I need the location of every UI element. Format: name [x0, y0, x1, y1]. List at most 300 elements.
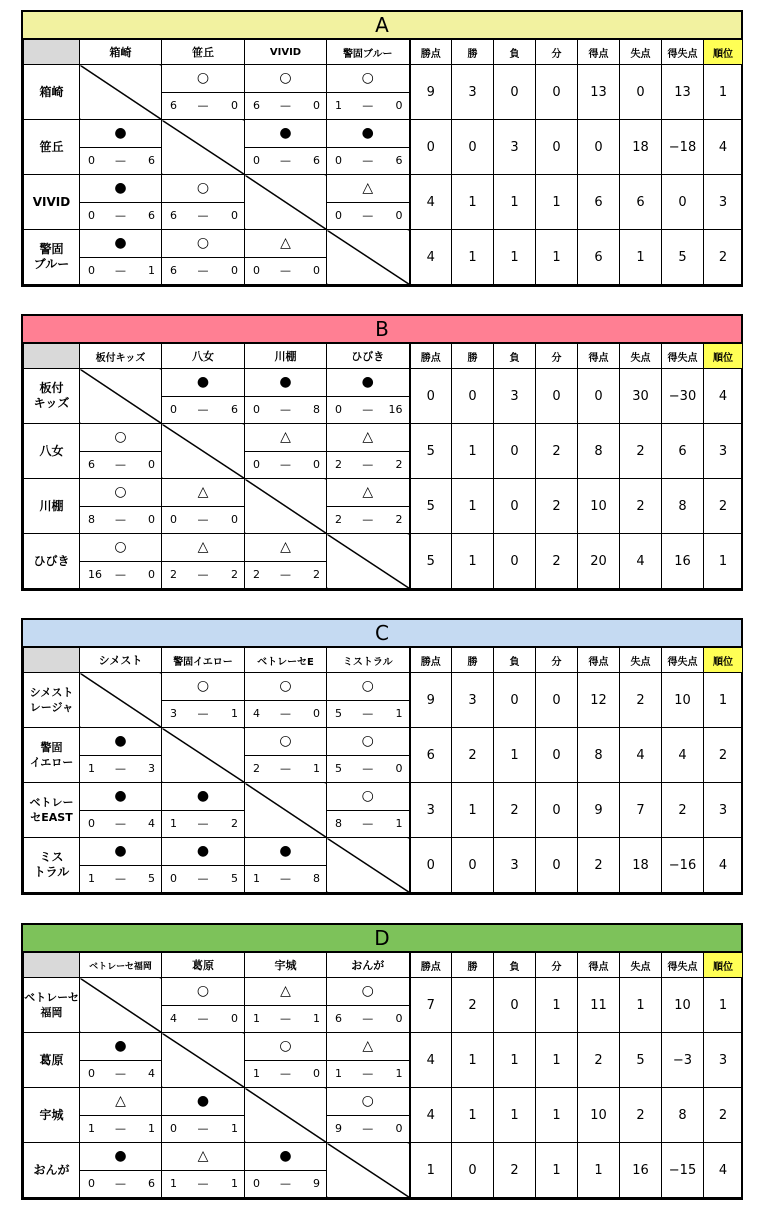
header-row [24, 40, 743, 65]
score-against: 1 [395, 1067, 403, 1080]
team-row-name-part: イエロー [29, 756, 74, 769]
score-dash: — [362, 209, 374, 222]
stat-value: 1 [410, 1143, 452, 1198]
match-score [327, 147, 409, 174]
match-score [162, 1170, 244, 1197]
score-dash: — [280, 707, 291, 720]
stat-value: 2 [452, 728, 494, 783]
rank-value: 2 [704, 728, 743, 783]
team-column-header: 箱崎 [80, 40, 162, 65]
score-dash: — [197, 209, 209, 222]
score-for: 0 [170, 403, 177, 416]
rank-value: 2 [704, 1088, 743, 1143]
match-cell [162, 479, 245, 534]
stat-value: 1 [452, 783, 494, 838]
match-score [80, 1115, 161, 1142]
stat-header: 得点 [578, 40, 620, 65]
result-symbol: ○ [162, 673, 244, 701]
match-score [162, 396, 244, 423]
match-cell [245, 978, 327, 1033]
stat-value: 9 [410, 65, 452, 120]
score-against: 2 [395, 458, 403, 471]
stat-value: 18 [620, 120, 662, 175]
score-for: 6 [170, 209, 177, 222]
stat-value: 0 [494, 424, 536, 479]
score-for: 0 [88, 1177, 95, 1190]
stat-header: 勝点 [410, 344, 452, 369]
stat-value: 16 [620, 1143, 662, 1198]
score-against: 1 [313, 1012, 320, 1025]
match-cell [80, 783, 162, 838]
stat-header: 分 [536, 344, 578, 369]
match-score [162, 92, 244, 119]
team-row-name [24, 978, 80, 1033]
diagonal-cell [162, 1033, 245, 1088]
score-dash: — [362, 817, 374, 830]
stat-value: 1 [452, 424, 494, 479]
diagonal-cell [80, 369, 162, 424]
stat-value: 1 [536, 1033, 578, 1088]
match-cell [327, 1088, 410, 1143]
stat-value: 0 [536, 838, 578, 893]
score-against: 5 [148, 872, 155, 885]
league-c-table [21, 618, 743, 895]
match-score [80, 506, 161, 533]
stat-value: 5 [620, 1033, 662, 1088]
score-against: 6 [148, 209, 155, 222]
result-symbol: ○ [162, 65, 244, 93]
stat-value: 0 [536, 369, 578, 424]
score-for: 6 [170, 264, 177, 277]
match-cell [162, 673, 245, 728]
corner-cell [24, 953, 80, 978]
score-for: 0 [88, 1067, 95, 1080]
stat-value: 1 [452, 1088, 494, 1143]
score-for: 6 [253, 99, 260, 112]
header-row [24, 953, 743, 978]
match-score [80, 810, 161, 837]
result-symbol: ● [245, 369, 326, 397]
stat-value: 5 [410, 479, 452, 534]
team-row [24, 673, 743, 728]
league-a-table [21, 10, 743, 287]
stat-value: 7 [410, 978, 452, 1033]
stat-value: 3 [452, 65, 494, 120]
stat-value: 9 [578, 783, 620, 838]
match-cell [80, 479, 162, 534]
diagonal-cell [162, 120, 245, 175]
league-title: A [23, 12, 741, 39]
team-row-name: ひびき [24, 534, 80, 589]
league-title: B [23, 316, 741, 343]
rank-value: 1 [704, 534, 743, 589]
score-dash: — [115, 872, 126, 885]
result-symbol: △ [327, 479, 409, 507]
team-row-name: 川棚 [24, 479, 80, 534]
result-symbol: ○ [80, 479, 161, 507]
score-against: 0 [313, 458, 320, 471]
standings-grid [23, 647, 743, 893]
match-cell [245, 230, 327, 285]
score-dash: — [197, 707, 209, 720]
header-row [24, 648, 743, 673]
match-cell [245, 673, 327, 728]
result-symbol: ○ [245, 65, 326, 93]
score-against: 0 [313, 1067, 320, 1080]
league-title: D [23, 925, 741, 952]
result-symbol: ○ [162, 175, 244, 203]
team-row-name: VIVID [24, 175, 80, 230]
match-cell [80, 1088, 162, 1143]
stat-value: 0 [494, 978, 536, 1033]
match-cell [245, 65, 327, 120]
team-column-header: ベトレーセ福岡 [80, 953, 162, 978]
rank-value: 2 [704, 230, 743, 285]
result-symbol: ○ [327, 783, 409, 811]
team-row-name-part: ベトレー [29, 796, 74, 809]
score-against: 0 [313, 99, 320, 112]
score-dash: — [362, 99, 374, 112]
match-cell [162, 369, 245, 424]
match-cell [162, 65, 245, 120]
score-for: 2 [253, 568, 260, 581]
match-cell [80, 1143, 162, 1198]
match-score [245, 561, 326, 588]
score-dash: — [115, 458, 126, 471]
score-for: 2 [170, 568, 177, 581]
standings-grid [23, 39, 743, 285]
stat-value: 1 [578, 1143, 620, 1198]
match-cell [327, 673, 410, 728]
match-score [327, 506, 409, 533]
match-score [327, 92, 409, 119]
team-row [24, 534, 743, 589]
stat-header: 得点 [578, 648, 620, 673]
team-column-header: 板付キッズ [80, 344, 162, 369]
stat-value: 5 [410, 424, 452, 479]
stat-value: 1 [452, 534, 494, 589]
match-score [245, 1060, 326, 1087]
match-score [327, 755, 409, 782]
result-symbol: ○ [327, 978, 409, 1006]
score-for: 5 [335, 707, 342, 720]
stat-value: −3 [662, 1033, 704, 1088]
score-against: 1 [231, 707, 238, 720]
team-row-name-part: 福岡 [40, 1006, 63, 1019]
match-cell [327, 424, 410, 479]
rank-value: 3 [704, 424, 743, 479]
team-row [24, 1033, 743, 1088]
stat-value: 2 [620, 673, 662, 728]
score-against: 0 [231, 1012, 238, 1025]
team-column-header: おんが [327, 953, 410, 978]
stat-value: 2 [494, 1143, 536, 1198]
team-row-name [24, 783, 80, 838]
team-row [24, 728, 743, 783]
team-row [24, 1088, 743, 1143]
match-cell [80, 1033, 162, 1088]
corner-cell [24, 40, 80, 65]
league-title: C [23, 620, 741, 647]
score-against: 0 [231, 264, 238, 277]
rank-value: 3 [704, 783, 743, 838]
score-dash: — [197, 1122, 209, 1135]
result-symbol: ● [162, 783, 244, 811]
score-for: 1 [88, 762, 95, 775]
stat-header: 得点 [578, 344, 620, 369]
stat-value: 0 [536, 728, 578, 783]
stat-value: 9 [410, 673, 452, 728]
score-for: 4 [253, 707, 260, 720]
stat-value: 4 [410, 230, 452, 285]
team-row-name-part: 警固 [39, 242, 64, 256]
result-symbol: △ [245, 978, 326, 1006]
stat-value: 20 [578, 534, 620, 589]
score-dash: — [115, 1177, 126, 1190]
team-column-header: シメスト [80, 648, 162, 673]
score-against: 2 [313, 568, 320, 581]
team-row-name [24, 673, 80, 728]
score-dash: — [362, 403, 374, 416]
score-against: 0 [148, 513, 155, 526]
stat-value: 0 [494, 65, 536, 120]
stat-value: 8 [578, 728, 620, 783]
result-symbol: ● [80, 1033, 161, 1061]
stat-header: 分 [536, 953, 578, 978]
stat-value: 3 [410, 783, 452, 838]
score-for: 8 [88, 513, 95, 526]
team-column-header: ひびき [327, 344, 410, 369]
stat-header: 勝点 [410, 40, 452, 65]
team-column-header: ベトレーセE [245, 648, 327, 673]
stat-header: 得点 [578, 953, 620, 978]
score-for: 8 [335, 817, 342, 830]
stat-value: 6 [410, 728, 452, 783]
result-symbol: ● [245, 1143, 326, 1171]
score-dash: — [280, 1177, 291, 1190]
match-score [162, 561, 244, 588]
stat-value: 0 [578, 120, 620, 175]
score-for: 0 [170, 513, 177, 526]
stat-value: 4 [410, 1033, 452, 1088]
match-cell [80, 728, 162, 783]
score-dash: — [115, 264, 126, 277]
diagonal-cell [80, 978, 162, 1033]
match-score [162, 810, 244, 837]
stat-value: 13 [662, 65, 704, 120]
match-score [327, 202, 409, 229]
team-row-name: 葛原 [24, 1033, 80, 1088]
score-for: 1 [253, 872, 260, 885]
match-cell [327, 978, 410, 1033]
stat-value: 1 [494, 728, 536, 783]
score-dash: — [115, 209, 126, 222]
result-symbol: ○ [80, 424, 161, 452]
score-dash: — [280, 872, 291, 885]
result-symbol: ○ [327, 673, 409, 701]
stat-header: 勝 [452, 344, 494, 369]
stat-value: 0 [410, 120, 452, 175]
team-row-name: おんが [24, 1143, 80, 1198]
team-row [24, 369, 743, 424]
result-symbol: ● [80, 120, 161, 148]
team-column-header: 警固ブルー [327, 40, 410, 65]
rank-value: 3 [704, 175, 743, 230]
match-cell [162, 783, 245, 838]
diagonal-cell [162, 728, 245, 783]
stat-value: 1 [620, 978, 662, 1033]
result-symbol: ● [162, 369, 244, 397]
result-symbol: ○ [245, 673, 326, 701]
team-row [24, 479, 743, 534]
stat-header: 順位 [704, 953, 743, 978]
score-dash: — [115, 817, 126, 830]
result-symbol: ○ [245, 1033, 326, 1061]
score-dash: — [280, 99, 291, 112]
score-against: 0 [148, 568, 155, 581]
stat-header: 順位 [704, 648, 743, 673]
corner-cell [24, 648, 80, 673]
result-symbol: △ [327, 175, 409, 203]
stat-value: 0 [536, 120, 578, 175]
score-dash: — [280, 458, 291, 471]
match-score [245, 257, 326, 284]
result-symbol: ● [245, 120, 326, 148]
score-against: 2 [231, 568, 238, 581]
stat-value: 2 [452, 978, 494, 1033]
score-against: 6 [395, 154, 403, 167]
stat-value: 2 [494, 783, 536, 838]
team-column-header: 宇城 [245, 953, 327, 978]
stat-value: −30 [662, 369, 704, 424]
stat-value: 2 [536, 534, 578, 589]
result-symbol: ○ [327, 1088, 409, 1116]
team-row-name-part: トラル [33, 865, 70, 879]
score-against: 8 [313, 403, 320, 416]
stat-value: 0 [536, 673, 578, 728]
team-row-name-part: ベトレーセ [24, 991, 79, 1004]
stat-header: 勝点 [410, 648, 452, 673]
team-column-header: 笹丘 [162, 40, 245, 65]
stat-header: 得失点 [662, 40, 704, 65]
score-for: 0 [253, 264, 260, 277]
match-score [245, 147, 326, 174]
stat-value: 1 [452, 479, 494, 534]
stat-header: 勝 [452, 953, 494, 978]
stat-value: −18 [662, 120, 704, 175]
score-against: 0 [395, 209, 403, 222]
team-row-name [24, 230, 80, 285]
stat-value: 0 [452, 838, 494, 893]
stat-header: 得失点 [662, 344, 704, 369]
match-cell [162, 534, 245, 589]
match-score [245, 1005, 326, 1032]
stat-value: 8 [662, 479, 704, 534]
team-row [24, 65, 743, 120]
match-cell [327, 369, 410, 424]
stat-value: 6 [662, 424, 704, 479]
match-cell [327, 65, 410, 120]
stat-value: 4 [662, 728, 704, 783]
result-symbol: ○ [327, 65, 409, 93]
stat-header: 得失点 [662, 953, 704, 978]
score-dash: — [197, 99, 209, 112]
stat-value: 4 [620, 534, 662, 589]
score-dash: — [197, 817, 209, 830]
result-symbol: ● [80, 728, 161, 756]
score-against: 3 [148, 762, 155, 775]
match-cell [327, 479, 410, 534]
stat-value: 5 [662, 230, 704, 285]
stat-value: 2 [662, 783, 704, 838]
match-cell [162, 838, 245, 893]
team-row [24, 783, 743, 838]
match-score [327, 1060, 409, 1087]
score-for: 9 [335, 1122, 342, 1135]
team-row [24, 230, 743, 285]
match-score [245, 396, 326, 423]
score-against: 16 [388, 403, 403, 416]
stat-value: 4 [410, 175, 452, 230]
match-score [245, 451, 326, 478]
stat-value: 3 [494, 838, 536, 893]
stat-value: 8 [578, 424, 620, 479]
result-symbol: ● [327, 369, 409, 397]
result-symbol: ○ [80, 534, 161, 562]
stat-header: 失点 [620, 648, 662, 673]
score-dash: — [362, 1067, 374, 1080]
rank-value: 1 [704, 673, 743, 728]
match-cell [80, 424, 162, 479]
match-score [327, 1005, 409, 1032]
diagonal-cell [245, 479, 327, 534]
result-symbol: △ [245, 424, 326, 452]
result-symbol: ○ [162, 230, 244, 258]
result-symbol: △ [162, 534, 244, 562]
team-row [24, 175, 743, 230]
score-dash: — [115, 568, 126, 581]
score-for: 0 [88, 264, 95, 277]
score-dash: — [115, 154, 126, 167]
result-symbol: ● [245, 838, 326, 866]
score-dash: — [115, 1122, 126, 1135]
stat-value: 2 [536, 424, 578, 479]
score-dash: — [197, 1177, 209, 1190]
score-against: 2 [231, 817, 238, 830]
team-row [24, 424, 743, 479]
stat-value: 0 [536, 783, 578, 838]
score-for: 1 [335, 1067, 342, 1080]
score-for: 0 [170, 872, 177, 885]
stat-header: 順位 [704, 344, 743, 369]
stat-value: 0 [494, 479, 536, 534]
match-score [245, 92, 326, 119]
stat-value: 1 [494, 230, 536, 285]
match-cell [245, 120, 327, 175]
score-dash: — [197, 872, 209, 885]
match-score [80, 257, 161, 284]
stat-value: 13 [578, 65, 620, 120]
stat-value: 6 [578, 230, 620, 285]
stat-value: 1 [620, 230, 662, 285]
stat-value: 6 [578, 175, 620, 230]
stat-value: 2 [620, 1088, 662, 1143]
stat-value: 1 [536, 230, 578, 285]
score-dash: — [362, 458, 374, 471]
stat-value: 12 [578, 673, 620, 728]
stat-value: 10 [662, 673, 704, 728]
stat-header: 失点 [620, 953, 662, 978]
